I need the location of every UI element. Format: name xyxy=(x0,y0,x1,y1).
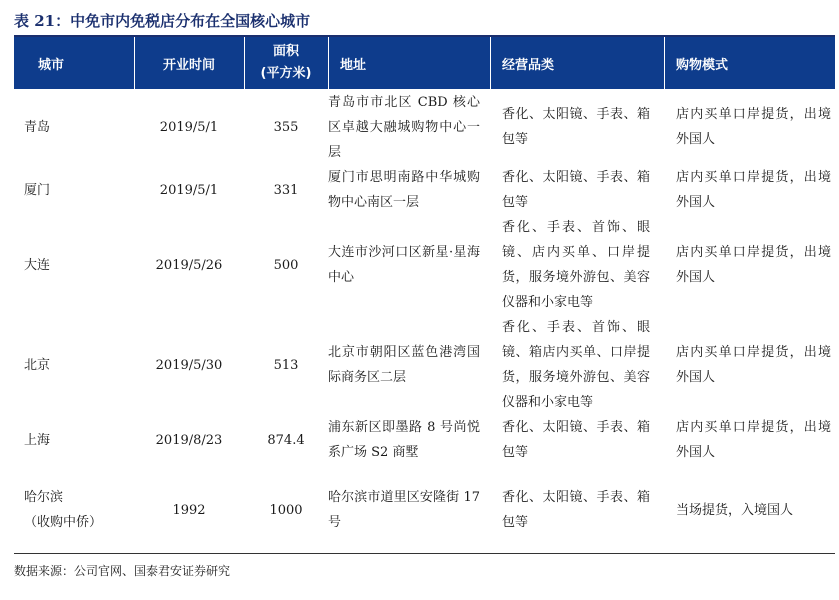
cell-shopping-mode: 店内买单口岸提货，出境外国人 xyxy=(676,107,831,147)
cell-address: 厦门市思明南路中华城购物中心南区一层 xyxy=(328,170,480,210)
header-open-date: 开业时间 xyxy=(162,57,215,73)
cell-city: 厦门 xyxy=(24,182,51,198)
cell-open-date: 2019/5/26 xyxy=(155,257,223,273)
cell-address: 大连市沙河口区新星·星海中心 xyxy=(328,245,480,285)
bottom-rule xyxy=(14,553,835,554)
header-divider xyxy=(328,37,329,89)
header-area-line2: (平方米) xyxy=(260,66,312,81)
cell-categories: 香化、太阳镜、手表、箱包等 xyxy=(502,107,650,147)
table-row xyxy=(14,315,835,415)
cell-area: 874.4 xyxy=(267,432,305,448)
cell-categories: 香化、手表、首饰、眼镜、箱店内买单、口岸提货，服务境外游包、美容仪器和小家电等 xyxy=(502,320,650,410)
table-row xyxy=(14,89,835,165)
cell-area: 513 xyxy=(273,357,299,373)
cell-city-name: 哈尔滨 xyxy=(24,490,64,505)
cell-shopping-mode: 店内买单口岸提货，出境外国人 xyxy=(676,245,831,285)
cell-shopping-mode: 店内买单口岸提货，出境外国人 xyxy=(676,170,831,210)
cell-categories: 香化、太阳镜、手表、箱包等 xyxy=(502,420,650,460)
cell-open-date: 2019/5/1 xyxy=(159,119,219,135)
header-area xyxy=(244,37,328,89)
cell-city-note: （收购中侨） xyxy=(24,515,103,530)
cell-categories: 香化、太阳镜、手表、箱包等 xyxy=(502,170,650,210)
header-categories: 经营品类 xyxy=(502,57,555,73)
cell-city: 上海 xyxy=(24,432,51,448)
table-row xyxy=(14,470,835,550)
table-row xyxy=(14,415,835,465)
cell-open-date: 2019/5/1 xyxy=(159,182,219,198)
header-divider xyxy=(664,37,665,89)
cell-shopping-mode: 店内买单口岸提货，出境外国人 xyxy=(676,420,831,460)
cell-address: 浦东新区即墨路 8 号尚悦系广场 S2 商墅 xyxy=(328,420,480,460)
cell-city xyxy=(24,470,134,550)
cell-categories: 香化、太阳镜、手表、箱包等 xyxy=(502,490,650,530)
cell-city: 北京 xyxy=(24,357,51,373)
cell-shopping-mode: 店内买单口岸提货，出境外国人 xyxy=(676,345,831,385)
source-note: 数据来源：公司官网、国泰君安证券研究 xyxy=(14,564,231,578)
header-divider xyxy=(490,37,491,89)
cell-city: 青岛 xyxy=(24,119,51,135)
cell-address: 北京市朝阳区蓝色港湾国际商务区二层 xyxy=(328,345,480,385)
table-row xyxy=(14,215,835,315)
table-row xyxy=(14,165,835,215)
header-city: 城市 xyxy=(38,57,65,73)
table-header xyxy=(14,37,835,89)
header-shopping-mode: 购物模式 xyxy=(676,57,729,73)
cell-open-date: 2019/8/23 xyxy=(155,432,223,448)
cell-shopping-mode: 当场提货，入境国人 xyxy=(676,502,794,518)
cell-area: 355 xyxy=(273,119,299,135)
cell-area: 500 xyxy=(273,257,299,273)
table-title: 表 21：中免市内免税店分布在全国核心城市 xyxy=(14,12,311,30)
cell-address: 青岛市市北区 CBD 核心区卓越大融城购物中心一层 xyxy=(328,94,480,160)
cell-area: 1000 xyxy=(269,502,303,518)
cell-categories: 香化、手表、首饰、眼镜、店内买单、口岸提货，服务境外游包、美容仪器和小家电等 xyxy=(502,220,650,310)
header-area-line1: 面积 xyxy=(272,44,299,59)
cell-open-date: 1992 xyxy=(172,502,206,518)
cell-area: 331 xyxy=(273,182,299,198)
header-address: 地址 xyxy=(340,57,367,73)
cell-city: 大连 xyxy=(24,257,51,273)
cell-address: 哈尔滨市道里区安隆街 17 号 xyxy=(328,490,480,530)
cell-open-date: 2019/5/30 xyxy=(155,357,223,373)
